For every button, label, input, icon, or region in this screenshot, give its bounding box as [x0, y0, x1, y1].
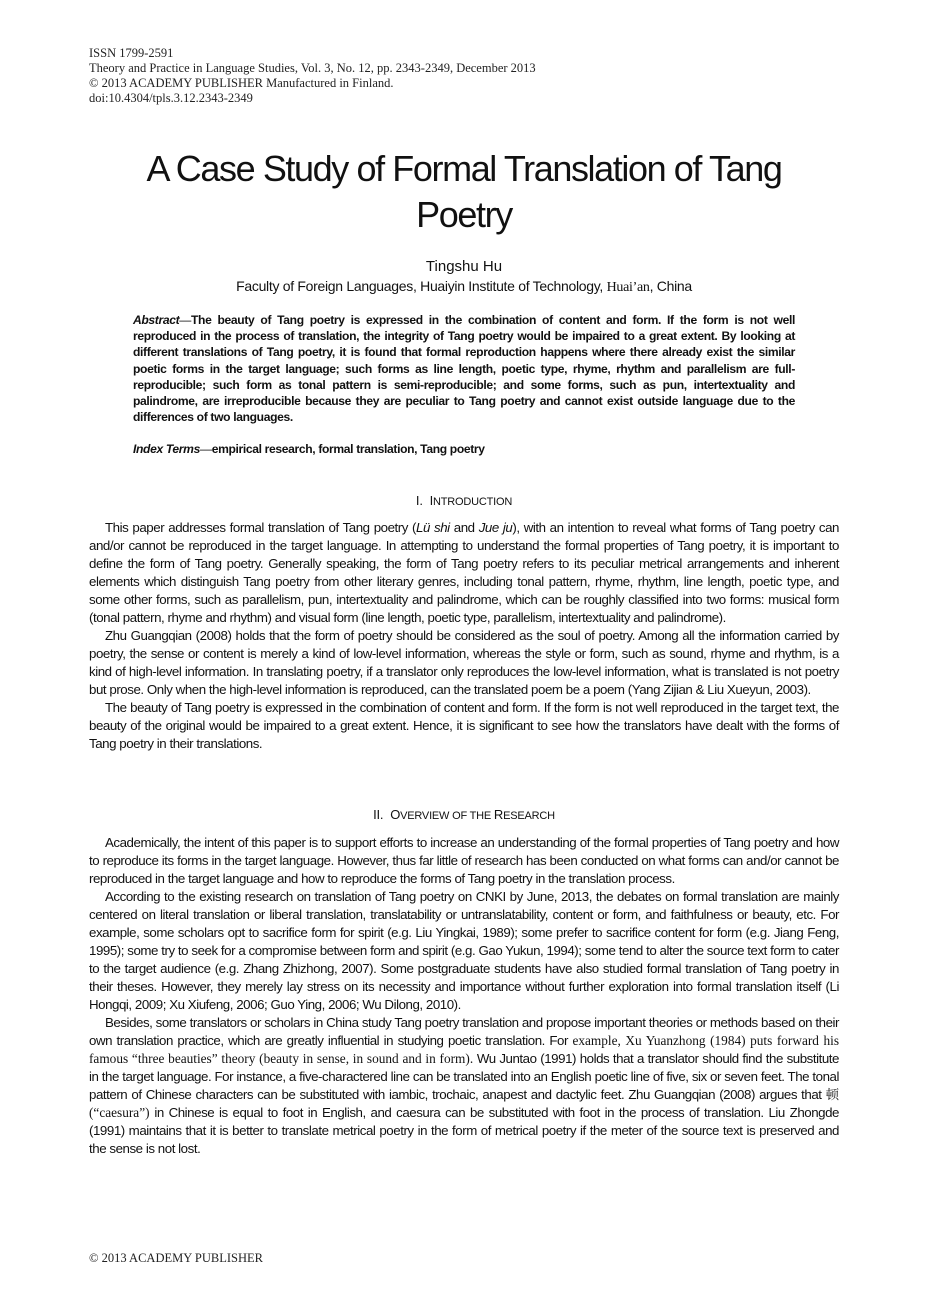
journal-header: [89, 46, 536, 106]
index-terms-text: empirical research, formal translation, Tang poetry: [211, 442, 485, 456]
section-1-rest: NTRODUCTION: [433, 496, 513, 508]
paragraph: [89, 519, 839, 627]
index-terms: [133, 441, 795, 457]
affiliation-part-1: Faculty of Foreign Languages, Huaiyin Institute of Technology,: [236, 278, 607, 294]
section-2-esearch: ESEARCH: [503, 810, 555, 822]
section-1-body: [89, 519, 839, 753]
paragraph-text: Wu Juntao (1991) holds that a translator should find the substitute in the target language. For instance, a five-charactered line can be translated into an English poetic line of five, six or seven feet. The tonal pattern of Chinese characters can be substituted with iambic, trochaic, anapest and dactylic feet. Zhu Guangqian (2008) argues that: [89, 1051, 839, 1102]
paragraph-text: and: [449, 520, 479, 535]
paragraph: According to the existing research on translation of Tang poetry on CNKI by June, 2013, the debates on formal translation are mainly centered on literal translation or liberal translation, translatability or untranslatability, content or form, and faithfulness or beauty, etc. For example, some scholars opt to sacrifice form for spirit (e.g. Liu Yingkai, 1989); some prefer to sacrifice content for form (e.g. Jiang Feng, 1995); some try to seek for a compromise between form and spirit (e.g. Gao Yukun, 1994); some tend to alter the source text form to cater to the target audience (e.g. Zhang Zhizhong, 2007). Some postgraduate students have also studied formal translation of Tang poetry in their theses. However, they merely lay stress on its necessity and importance without further exploration into formal translation itself (Li Hongqi, 2009; Xu Xiufeng, 2006; Guo Ying, 2006; Wu Dilong, 2010).: [89, 889, 839, 1012]
title-line-2: Poetry: [416, 194, 512, 235]
paragraph-text: Besides, some translators or scholars in China study Tang poetry translation and propose important theories or methods based on their own translation practice, which are greatly influential in studying poetic translation. For: [89, 1015, 839, 1048]
author-name: Tingshu Hu: [425, 258, 503, 275]
section-heading-introduction: [89, 493, 839, 510]
index-terms-dash: —: [199, 442, 212, 456]
paragraph: [89, 1014, 839, 1158]
section-2-initial-o: O: [390, 807, 401, 822]
paper-title: [89, 146, 839, 238]
term-jue-ju: Jue ju: [478, 520, 513, 535]
caesura-term: 顿 (“caesura”): [89, 1087, 839, 1120]
paragraph: Zhu Guangqian (2008) holds that the form of poetry should be considered as the soul of poetry. Among all the information carried by poetry, the sense or content is merely a kind of low-level information, whereas the style or form, such as sound, rhyme and rhythm, is a kind of high-level information. In translating poetry, if a translator only reproduces the low-level information, what is translated is not poetry but prose. Only when the high-level information is reproduced, can the translated poem be a poem (Yang Zijian & Liu Xueyun, 2003).: [89, 628, 839, 697]
section-1-initial: I: [429, 493, 433, 508]
paragraph-text: This paper addresses formal translation of Tang poetry (: [105, 520, 417, 535]
section-2-initial-r: R: [493, 807, 504, 822]
index-terms-label: Index Terms: [133, 442, 200, 456]
paragraph: The beauty of Tang poetry is expressed in the combination of content and form. If the form is not well reproduced in the target text, the beauty of the original would be impaired to a great extent. Hence, it is significant to see how the translators have dealt with the forms of Tang poetry in their translations.: [89, 700, 839, 751]
affiliation-city: Huai’an: [606, 280, 650, 295]
section-2-numeral: II.: [373, 807, 384, 822]
copyright-line: © 2013 ACADEMY PUBLISHER Manufactured in Finland.: [89, 76, 394, 90]
author-affiliation: [89, 277, 839, 297]
paragraph: Academically, the intent of this paper is to support efforts to increase an understanding of the formal properties of Tang poetry and how to reproduce its forms in the target language. However, thus far little of research has been conducted on what forms can and/or cannot be reproduced in the target language and how to reproduce the forms of Tang poetry in the translation process.: [89, 835, 839, 886]
section-1-numeral: I.: [415, 493, 423, 508]
title-line-1: A Case Study of Formal Translation of Tang: [146, 148, 782, 189]
issn: ISSN 1799-2591: [89, 46, 174, 60]
section-2-verview: VERVIEW OF THE: [400, 810, 494, 822]
abstract-text: The beauty of Tang poetry is expressed in the combination of content and form. If the form is not well reproduced in the process of translation, the integrity of Tang poetry would be impaired to a great extent. By looking at different translations of Tang poetry, it is found that formal reproduction happens where there already exist the similar poetic forms in the target language; such forms as line length, poetic type, rhyme, rhythm and parallelism are full-reproducible; such form as tonal pattern is semi-reproducible; and some forms, such as pun, intertextuality and palindrome, are irreproducible because they are peculiar to Tang poetry and cannot exist outside language due to the differences of two languages.: [133, 313, 795, 425]
paragraph-text: ), with an intention to reveal what forms of Tang poetry can and/or cannot be reproduced in the target language. In attempting to understand the formal properties of Tang poetry, it is important to define the form of Tang poetry. Generally speaking, the form of Tang poetry refers to its peculiar metrical arrangements and inherent elements which distinguish Tang poetry from other literary genres, including tonal pattern, rhyme, rhythm, line length, poetic type, and some other forms, such as parallelism, pun, intertextuality and palindrome, which can be roughly classified into two forms: musical form (tonal pattern, rhyme and rhythm) and visual form (line length, poetic type, parallelism, intertextuality and palindrome).: [89, 520, 839, 625]
section-2-body: [89, 834, 839, 1158]
paragraph-text: in Chinese is equal to foot in English, and caesura can be substituted with foot in the process of translation. Liu Zhongde (1991) maintains that it is better to translate metrical poetry in the form of metrical poetry if the meter of the source text is preserved and the sense is not lost.: [89, 1105, 839, 1156]
section-heading-overview: [89, 807, 839, 824]
abstract: [133, 312, 795, 425]
doi[interactable]: doi:10.4304/tpls.3.12.2343-2349: [89, 91, 253, 105]
term-lu-shi: Lü shi: [416, 520, 450, 535]
affiliation-part-3: , China: [649, 278, 692, 294]
journal-citation: Theory and Practice in Language Studies, Vol. 3, No. 12, pp. 2343-2349, December 2013: [89, 61, 536, 75]
abstract-label: Abstract: [133, 313, 180, 327]
paragraph-text-serif: example, Xu Yuanzhong (1984) puts forward his famous “three beauties” theory (beauty in sense, in sound and in form).: [89, 1033, 839, 1066]
page-footer: © 2013 ACADEMY PUBLISHER: [89, 1251, 263, 1265]
abstract-dash: —: [179, 313, 192, 327]
